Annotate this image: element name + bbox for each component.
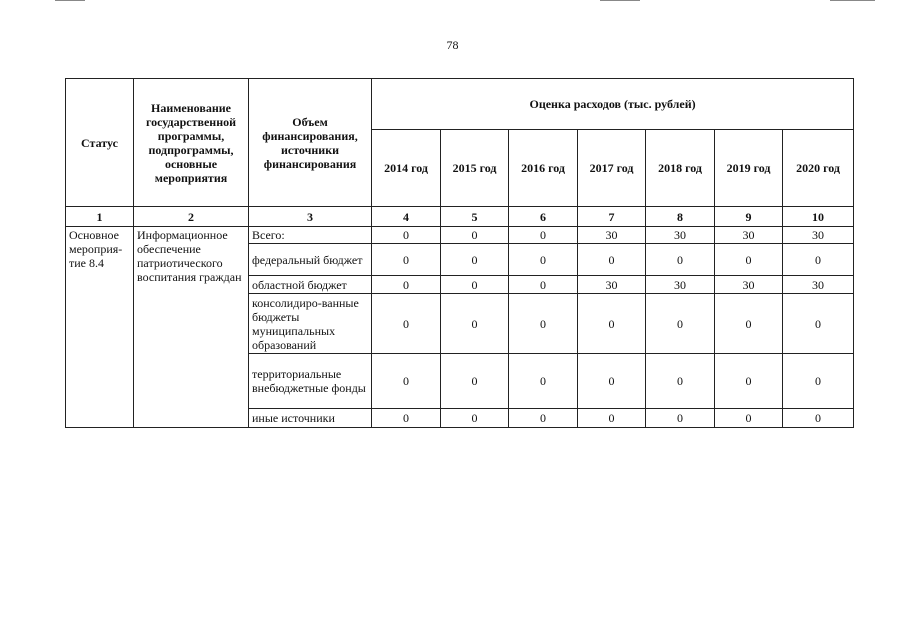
value-cell: 0 xyxy=(646,244,715,276)
funding-source: Всего: xyxy=(249,227,372,244)
value-cell: 30 xyxy=(715,276,783,294)
value-cell: 0 xyxy=(715,244,783,276)
header-status: Статус xyxy=(66,79,134,207)
value-cell: 0 xyxy=(783,354,854,409)
page-number: 78 xyxy=(446,38,459,52)
value-cell: 30 xyxy=(578,276,646,294)
value-cell: 0 xyxy=(783,244,854,276)
value-cell: 30 xyxy=(646,227,715,244)
value-cell: 0 xyxy=(509,354,578,409)
value-cell: 0 xyxy=(509,409,578,428)
expense-estimate-table xyxy=(65,78,854,428)
value-cell: 0 xyxy=(372,276,441,294)
header-financing: Объем финансирования, источники финансирования xyxy=(249,79,372,207)
value-cell: 0 xyxy=(578,409,646,428)
value-cell: 30 xyxy=(578,227,646,244)
column-number: 1 xyxy=(66,207,134,227)
value-cell: 0 xyxy=(715,294,783,354)
column-number: 3 xyxy=(249,207,372,227)
scan-edge-line xyxy=(600,0,640,1)
value-cell: 0 xyxy=(715,409,783,428)
column-number: 9 xyxy=(715,207,783,227)
value-cell: 0 xyxy=(715,354,783,409)
column-number: 10 xyxy=(783,207,854,227)
value-cell: 0 xyxy=(441,244,509,276)
value-cell: 0 xyxy=(509,294,578,354)
value-cell: 0 xyxy=(783,294,854,354)
header-year: 2015 год xyxy=(441,130,509,207)
header-year: 2017 год xyxy=(578,130,646,207)
value-cell: 0 xyxy=(372,227,441,244)
value-cell: 0 xyxy=(646,409,715,428)
value-cell: 0 xyxy=(646,354,715,409)
funding-source: федеральный бюджет xyxy=(249,244,372,276)
value-cell: 30 xyxy=(783,276,854,294)
column-number: 6 xyxy=(509,207,578,227)
funding-source: консолидиро-ванные бюджеты муниципальных образований xyxy=(249,294,372,354)
value-cell: 30 xyxy=(715,227,783,244)
header-expense-estimate: Оценка расходов (тыс. рублей) xyxy=(372,79,854,130)
header-program-name: Наименование государственной программы, подпрограммы, основные мероприятия xyxy=(134,79,249,207)
value-cell: 0 xyxy=(372,294,441,354)
value-cell: 0 xyxy=(372,354,441,409)
funding-source: территориальные внебюджетные фонды xyxy=(249,354,372,409)
value-cell: 0 xyxy=(578,294,646,354)
header-year: 2020 год xyxy=(783,130,854,207)
funding-source: областной бюджет xyxy=(249,276,372,294)
column-number: 5 xyxy=(441,207,509,227)
scan-edge-line xyxy=(830,0,875,1)
header-year: 2018 год xyxy=(646,130,715,207)
column-number: 7 xyxy=(578,207,646,227)
value-cell: 0 xyxy=(441,276,509,294)
value-cell: 0 xyxy=(783,409,854,428)
value-cell: 30 xyxy=(646,276,715,294)
value-cell: 30 xyxy=(783,227,854,244)
value-cell: 0 xyxy=(509,276,578,294)
column-number: 4 xyxy=(372,207,441,227)
column-number-row xyxy=(66,207,854,227)
value-cell: 0 xyxy=(578,354,646,409)
table-row xyxy=(66,227,854,244)
header-year: 2019 год xyxy=(715,130,783,207)
value-cell: 0 xyxy=(578,244,646,276)
value-cell: 0 xyxy=(372,409,441,428)
value-cell: 0 xyxy=(441,354,509,409)
program-name-cell: Информационное обеспечение патриотического воспитания граждан xyxy=(134,227,249,428)
value-cell: 0 xyxy=(372,244,441,276)
column-number: 2 xyxy=(134,207,249,227)
header-year: 2016 год xyxy=(509,130,578,207)
value-cell: 0 xyxy=(509,244,578,276)
funding-source: иные источники xyxy=(249,409,372,428)
value-cell: 0 xyxy=(441,294,509,354)
value-cell: 0 xyxy=(441,409,509,428)
header-year: 2014 год xyxy=(372,130,441,207)
scan-edge-line xyxy=(55,0,85,1)
value-cell: 0 xyxy=(441,227,509,244)
column-number: 8 xyxy=(646,207,715,227)
value-cell: 0 xyxy=(646,294,715,354)
status-cell: Основное мероприя-тие 8.4 xyxy=(66,227,134,428)
value-cell: 0 xyxy=(509,227,578,244)
